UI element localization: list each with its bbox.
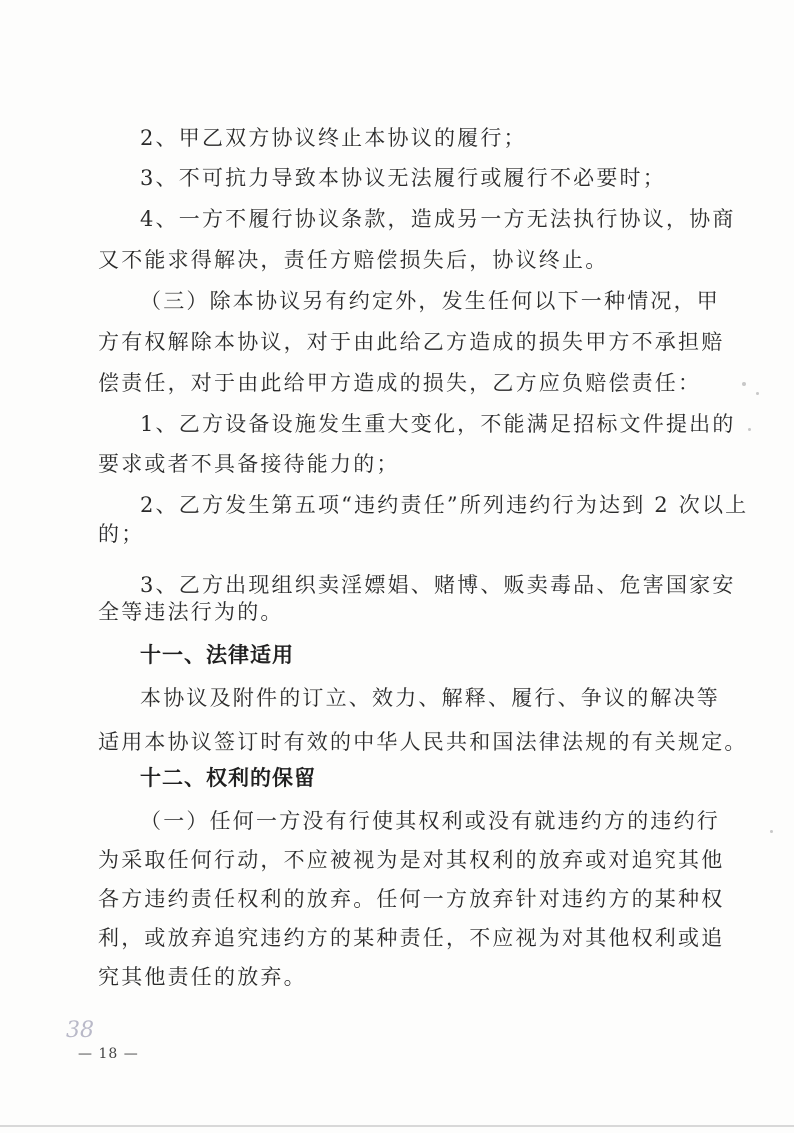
text-line: 利，或放弃追究违约方的某种责任，不应视为对其他权利或追: [98, 926, 725, 950]
text-line: 本协议及附件的订立、效力、解释、履行、争议的解决等: [140, 686, 720, 710]
page-number: — 18 —: [78, 1046, 139, 1062]
text-line: （三）除本协议另有约定外，发生任何以下一种情况，甲: [140, 289, 720, 313]
text-line: 究其他责任的放弃。: [98, 965, 307, 989]
handwritten-mark: 38: [66, 1018, 94, 1043]
section-heading: 十二、权利的保留: [140, 766, 316, 790]
scan-speck: [770, 830, 773, 833]
scan-speck: [742, 382, 746, 386]
text-line: 方有权解除本协议，对于由此给乙方造成的损失甲方不承担赔: [98, 330, 725, 354]
text-line: 4、一方不履行协议条款，造成另一方无法执行协议，协商: [140, 207, 736, 231]
text-line: 全等违法行为的。: [98, 600, 284, 624]
text-line: 2、甲乙双方协议终止本协议的履行；: [140, 126, 527, 150]
scan-speck: [756, 392, 759, 395]
text-line: 2、乙方发生第五项“违约责任”所列违约行为达到 2 次以上: [140, 493, 749, 517]
text-line: 3、乙方出现组织卖淫嫖娼、赌博、贩卖毒品、危害国家安: [140, 573, 736, 597]
section-heading: 十一、法律适用: [140, 643, 294, 667]
text-line: 又不能求得解决，责任方赔偿损失后，协议终止。: [98, 248, 609, 272]
text-line: 各方违约责任权利的放弃。任何一方放弃针对违约方的某种权: [98, 887, 725, 911]
text-line: 要求或者不具备接待能力的；: [98, 452, 400, 476]
text-line: 偿责任，对于由此给甲方造成的损失，乙方应负赔偿责任：: [98, 371, 702, 395]
text-line: 的；: [98, 522, 145, 546]
text-line: 为采取任何行动，不应被视为是对其权利的放弃或对追究其他: [98, 848, 725, 872]
scan-edge: [0, 1125, 794, 1127]
text-line: 1、乙方设备设施发生重大变化，不能满足招标文件提出的: [140, 412, 736, 436]
text-line: （一）任何一方没有行使其权利或没有就违约方的违约行: [140, 809, 720, 833]
scan-speck: [748, 428, 751, 431]
text-line: 适用本协议签订时有效的中华人民共和国法律法规的有关规定。: [98, 730, 748, 754]
text-line: 3、不可抗力导致本协议无法履行或履行不必要时；: [140, 166, 666, 190]
